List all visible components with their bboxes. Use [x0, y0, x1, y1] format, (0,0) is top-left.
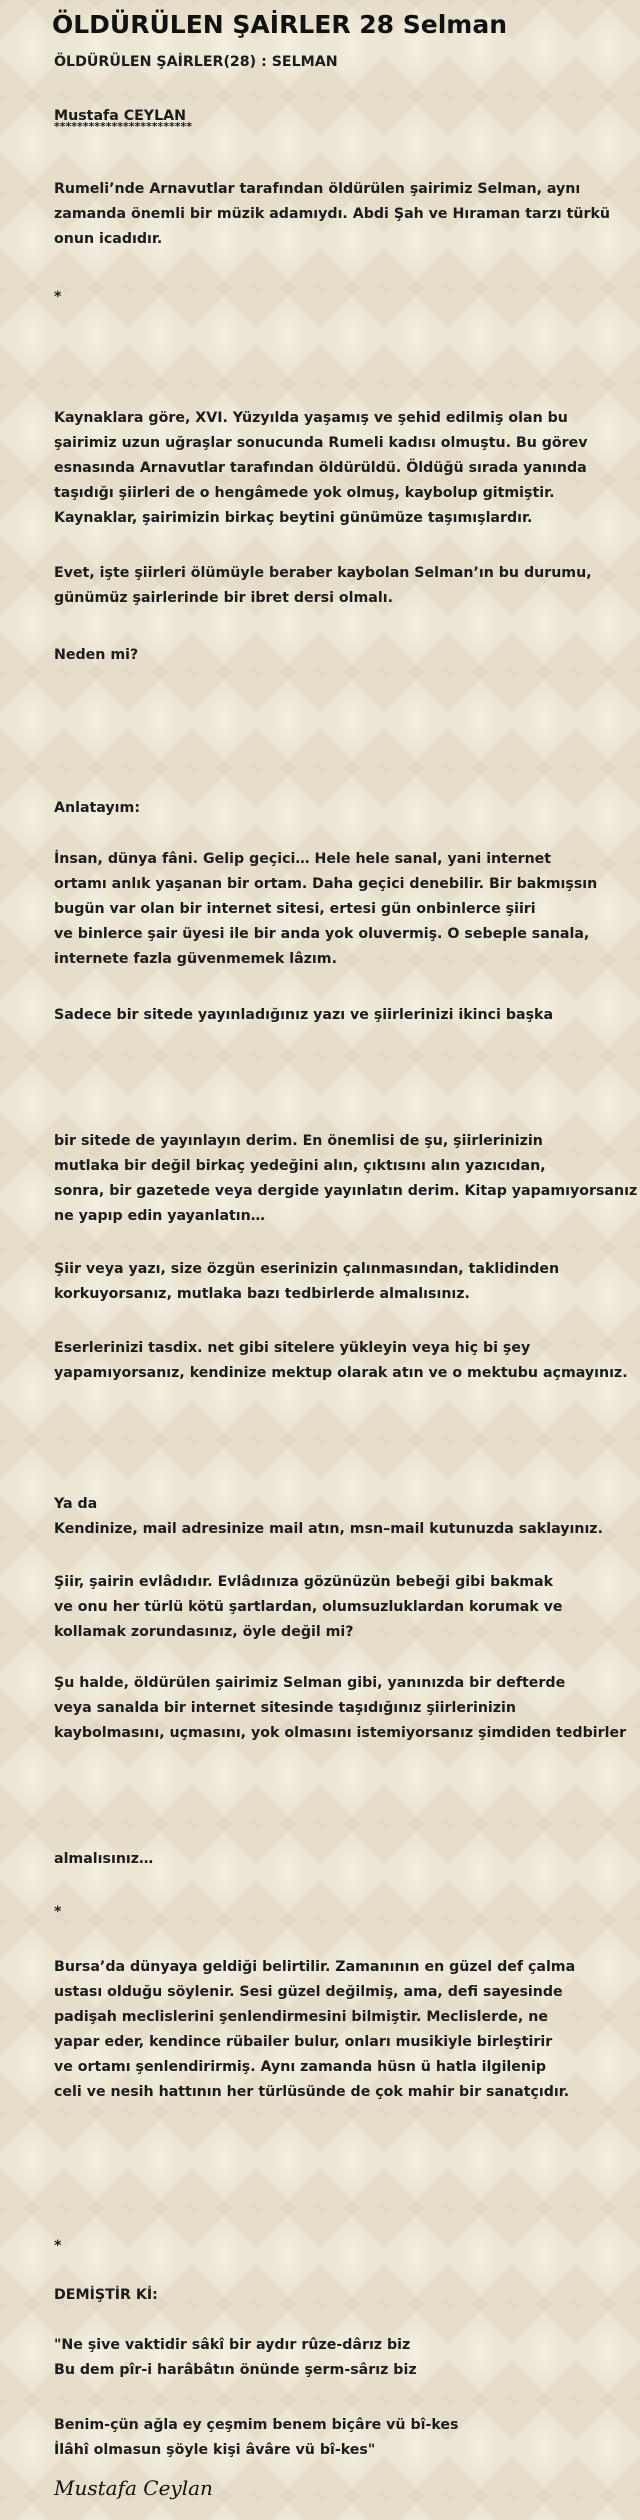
paragraph [54, 1492, 603, 1542]
paragraph-line: bugün var olan bir internet sitesi, ertesi gün onbinlerce şiiri [54, 901, 536, 917]
paragraph-line: Şu halde, öldürülen şairimiz Selman gibi, yanınızda bir defterde [54, 1675, 566, 1691]
paragraph-line: yapamıyorsanız, kendinize mektup olarak atın ve o mektubu açmayınız. [54, 1365, 628, 1381]
paragraph-line: Neden mi? [54, 647, 139, 663]
paragraph-line: Evet, işte şiirleri ölümüyle beraber kaybolan Selman’ın bu durumu, [54, 565, 592, 581]
paragraph-line: Şiir, şairin evlâdıdır. Evlâdınıza gözünüzün bebeği gibi bakmak [54, 1574, 554, 1590]
paragraph-line: onun icadıdır. [54, 231, 163, 247]
paragraph-line: mutlaka bir değil birkaç yedeğini alın, çıktısını alın yazıcıdan, [54, 1158, 546, 1174]
paragraph-line: yapar eder, kendince rübailer bulur, onları musikiyle birleştirir [54, 2034, 553, 2050]
paragraph-line: ne yapıp edin yayanlatın… [54, 1208, 265, 1224]
paragraph-line: Ya da [54, 1496, 98, 1512]
paragraph [54, 177, 610, 252]
paragraph [54, 1570, 563, 1645]
paragraph-line: Eserlerinizi tasdix. net gibi sitelere yükleyin veya hiç bi şey [54, 1340, 531, 1356]
paragraph [54, 2234, 61, 2259]
paragraph-line: sonra, bir gazetede veya dergide yayınlatın derim. Kitap yapamıyorsanız [54, 1183, 638, 1199]
paragraph-line: Şiir veya yazı, size özgün eserinizin çalınmasından, taklidinden [54, 1261, 560, 1277]
paragraph-line: şairimiz uzun uğraşlar sonucunda Rumeli kadısı olmuştu. Bu görev [54, 435, 588, 451]
paragraph-line: İnsan, dünya fâni. Gelip geçici… Hele hele sanal, yani internet [54, 851, 552, 867]
paragraph [54, 2333, 417, 2383]
paragraph-line: ve onu her türlü kötü şartlardan, olumsuzluklardan korumak ve [54, 1599, 563, 1615]
paragraph [54, 561, 592, 611]
paragraph-line: ve binlerce şair üyesi ile bir anda yok oluvermiş. O sebeple sanala, [54, 926, 590, 942]
signature: Mustafa Ceylan [54, 2476, 213, 2500]
paragraph-line: kaybolmasını, uçmasını, yok olmasını istemiyorsanız şimdiden tedbirler [54, 1725, 627, 1741]
paragraph [54, 1129, 637, 1229]
paragraph-line: günümüz şairlerinde bir ibret dersi olmalı. [54, 590, 393, 606]
paragraph-line: celi ve nesih hattının her türlüsünde de çok mahir bir sanatçıdır. [54, 2084, 570, 2100]
paragraph [54, 1336, 628, 1386]
paragraph-line: almalısınız… [54, 1851, 154, 1867]
paragraph-line: ustası olduğu söylenir. Sesi güzel değilmiş, ama, defi sayesinde [54, 1984, 563, 2000]
paragraph [54, 1671, 626, 1746]
paragraph-line: Kendinize, mail adresinize mail atın, msn–mail kutunuzda saklayınız. [54, 1521, 603, 1537]
paragraph [54, 1955, 575, 2105]
paragraph-line: zamanda önemli bir müzik adamıydı. Abdi Şah ve Hıraman tarzı türkü [54, 206, 611, 222]
paragraph-line: Bursa’da dünyaya geldiği belirtilir. Zamanının en güzel def çalma [54, 1959, 576, 1975]
paragraph-line: internete fazla güvenmemek lâzım. [54, 951, 337, 967]
paragraph [54, 2283, 158, 2308]
paragraph [54, 406, 588, 531]
paragraph [54, 643, 138, 668]
paragraph-line: Sadece bir sitede yayınladığınız yazı ve şiirlerinizi ikinci başka [54, 1007, 554, 1023]
paragraph [54, 1847, 153, 1872]
paragraph-line: Anlatayım: [54, 800, 141, 816]
paragraph [54, 1003, 553, 1028]
paragraph-line: DEMİŞTİR Kİ: [54, 2287, 158, 2303]
paragraph [54, 847, 597, 972]
paragraph-line: padişah meclislerini şenlendirmesini bilmiştir. Meclislerde, ne [54, 2009, 548, 2025]
paragraph-line: korkuyorsanız, mutlaka bazı tedbirlerde almalısınız. [54, 1286, 470, 1302]
paragraph [54, 285, 61, 310]
paragraph-line: * [54, 2238, 62, 2254]
author-name: Mustafa CEYLAN [54, 108, 186, 124]
article-subtitle: ÖLDÜRÜLEN ŞAİRLER(28) : SELMAN [54, 54, 338, 70]
paragraph [54, 1257, 559, 1307]
paragraph [54, 1900, 61, 1925]
paragraph-line: Kaynaklara göre, XVI. Yüzyılda yaşamış ve şehid edilmiş olan bu [54, 410, 568, 426]
paragraph-line: ortamı anlık yaşanan bir ortam. Daha geçici denebilir. Bir bakmışsın [54, 876, 598, 892]
paragraph-line: esnasında Arnavutlar tarafından öldürüldü. Öldüğü sırada yanında [54, 460, 587, 476]
paragraph-line: İlâhî olmasun şöyle kişi âvâre vü bî-kes" [54, 2442, 376, 2458]
paragraph-line: bir sitede de yayınlayın derim. En önemlisi de şu, şiirlerinizin [54, 1133, 543, 1149]
paragraph [54, 796, 140, 821]
paragraph-line: Kaynaklar, şairimizin birkaç beytini günümüze taşımışlardır. [54, 510, 533, 526]
paragraph [54, 2413, 458, 2463]
page-title: ÖLDÜRÜLEN ŞAİRLER 28 Selman [52, 10, 508, 39]
paragraph-line: ve ortamı şenlendirirmiş. Aynı zamanda hüsn ü hatla ilgilenip [54, 2059, 547, 2075]
paragraph-line: "Ne şive vaktidir sâkî bir aydır rûze-dârız biz [54, 2337, 411, 2353]
paragraph-line: * [54, 1904, 62, 1920]
paragraph-line: taşıdığı şiirleri de o hengâmede yok olmuş, kaybolup gitmiştir. [54, 485, 555, 501]
paragraph-line: Bu dem pîr-i harâbâtın önünde şerm-sârız biz [54, 2362, 417, 2378]
paragraph-line: kollamak zorundasınız, öyle değil mi? [54, 1624, 354, 1640]
paragraph-line: * [54, 289, 62, 305]
paragraph-line: Benim-çün ağla ey çeşmim benem biçâre vü bî-kes [54, 2417, 459, 2433]
paragraph-line: veya sanalda bir internet sitesinde taşıdığınız şiirlerinizin [54, 1700, 517, 1716]
paragraph-line: Rumeli’nde Arnavutlar tarafından öldürülen şairimiz Selman, aynı [54, 181, 581, 197]
author-rule: ************************ [54, 120, 193, 133]
